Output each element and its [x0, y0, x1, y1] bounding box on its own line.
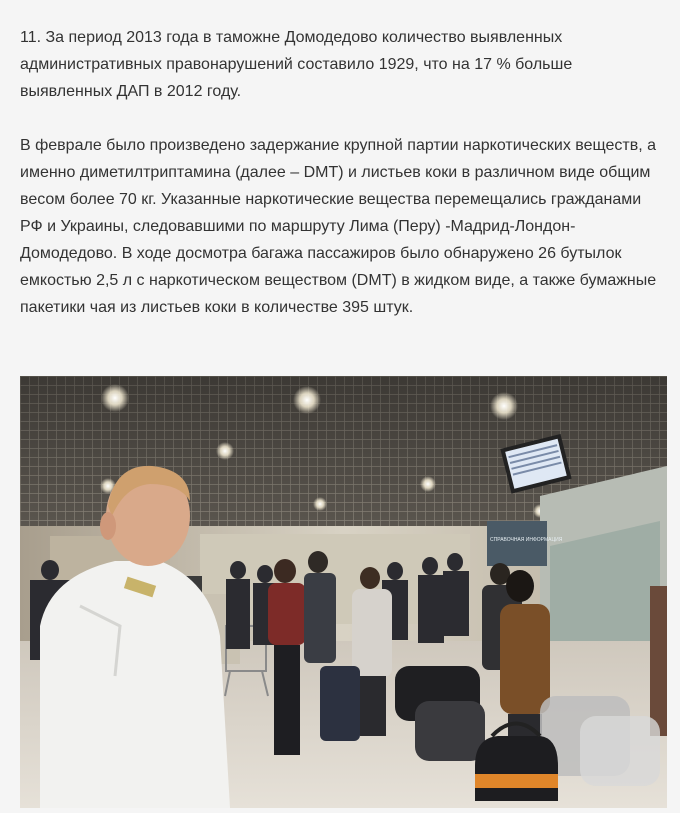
paragraph-drug-seizure: В феврале было произведено задержание крупной партии наркотических веществ, а именно диметилтриптамина (далее – DMT) и листьев коки в различном виде общим весом более 70 кг. Указанные наркотические вещества перемещались гражданами РФ и Украины, следовавшими по маршруту Лима (Перу) -Мадрид-Лондон-Домодедово. В ходе досмотра багажа пассажиров было обнаружено 26 бутылок емкостью 2,5 л с наркотическом веществом (DMT) в жидком виде, а также бумажные пакетики чая из листьев коки в количестве 395 штук.	[20, 137, 657, 316]
paragraph-customs-violations: 11. За период 2013 года в таможне Домодедово количество выявленных административных правонарушений составило 1929, что на 17 % больше выявленных ДАП в 2012 году.	[20, 29, 573, 100]
airport-customs-photo	[20, 376, 667, 808]
info-sign-text: СПРАВОЧНАЯ ИНФОРМАЦИЯ	[490, 537, 563, 543]
